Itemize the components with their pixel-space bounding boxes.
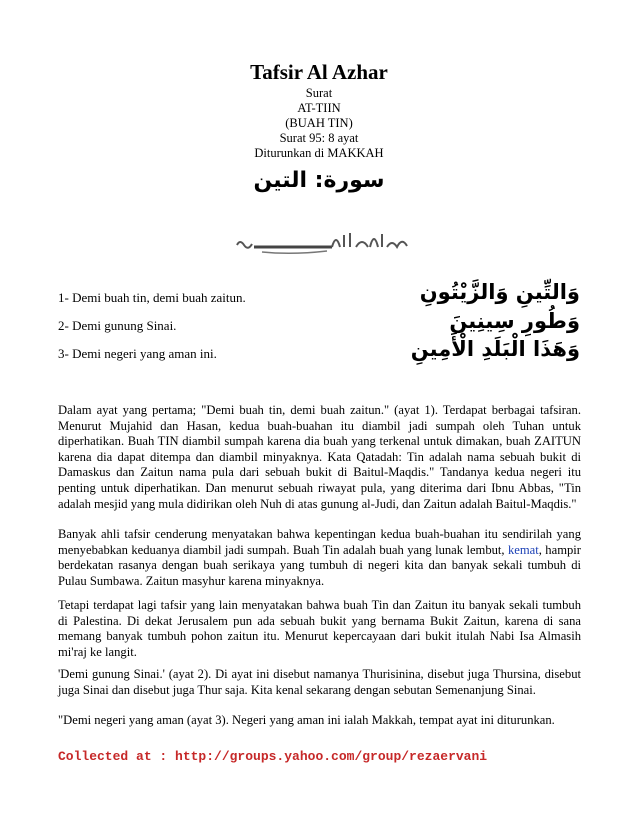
surat-meaning: (BUAH TIN) <box>285 116 353 130</box>
paragraph-4: 'Demi gunung Sinai.' (ayat 2). Di ayat ini disebut namanya Thurisinina, disebut juga Thursina, disebut juga Sinai dan disebut juga Thur saja. Kita kenal sekarang dengan sebutan Semenanjung Sinai. <box>58 667 581 697</box>
ayah-1-arabic: وَالتِّينِ وَالزَّيْتُونِ <box>419 280 580 304</box>
footer-source-link[interactable]: Collected at : http://groups.yahoo.com/group/rezaervani <box>58 749 488 764</box>
surah-name-arabic: سورة: التين <box>253 168 385 193</box>
ayah-2-arabic: وَطُورِ سِينِينَ <box>449 309 580 333</box>
ayah-2-translation: 2- Demi gunung Sinai. <box>58 318 177 333</box>
paragraph-2 <box>58 527 581 589</box>
basmala-calligraphy <box>232 227 412 262</box>
ayah-3-translation: 3- Demi negeri yang aman ini. <box>58 346 217 361</box>
paragraph-1: Dalam ayat yang pertama; "Demi buah tin, demi buah zaitun." (ayat 1). Terdapat berbagai tafsiran. Menurut Mujahid dan Hasan, kedua buah-buahan itu diambil jadi sumpah oleh Tuhan untuk diperhatikan. Buah TIN diambil sumpah karena dia buah yang terkenal untuk dimakan, buah ZAITUN karena dia dapat ditempa dan diambil minyaknya. Kata Qatadah: Tin adalah nama sebuah bukit di Damaskus dan Zaitun nama pula dari sebuah bukit di Baitul-Maqdis." Tandanya kedua negeri itu penting untuk diperhatikan. Dan menurut sebuah riwayat pula, yang diterima dari Ibnu Abbas, "Tin adalah mesjid yang mula didirikan oleh Nuh di atas gunung al-Judi, dan Zaitun adalah Baitul-Maqdis." <box>58 403 581 511</box>
document-title: Tafsir Al Azhar <box>250 60 388 84</box>
paragraph-5: "Demi negeri yang aman (ayat 3). Negeri yang aman ini ialah Makkah, tempat ayat ini diturunkan. <box>58 713 555 727</box>
surat-info: Surat 95: 8 ayat <box>279 131 359 145</box>
paragraph-2-text-end: , hampir berdekatan rasanya dengan buah serikaya yang tumbuh di negeri kita dan banyak sekali tumbuh di Pulau Sumbawa. Zaitun masyhur karena minyaknya. <box>58 542 581 588</box>
surat-label: Surat <box>305 86 333 100</box>
revelation-place: Diturunkan di MAKKAH <box>254 146 384 160</box>
paragraph-3: Tetapi terdapat lagi tafsir yang lain menyatakan bahwa buah Tin dan Zaitun itu banyak sekali tumbuh di Palestina. Di dekat Jerusalem pun ada sebuah bukit yang bernama Bukit Zaitun, karena di sana memang banyak tumbuh pohon zaitun itu. Menurut kepercayaan dari bukit itulah Nabi Isa Almasih mi'raj ke langit. <box>58 598 581 659</box>
surat-name: AT-TIIN <box>297 101 341 115</box>
kemat-link[interactable]: kemat <box>507 542 539 557</box>
paragraph-2-text-start: Banyak ahli tafsir cenderung menyatakan bahwa kepentingan kedua buah-buahan itu sendirilah yang menyebabkan keduanya diambil jadi sumpah. Buah Tin adalah buah yang lunak lembut, <box>58 527 581 557</box>
ayah-3-arabic: وَهَذَا الْبَلَدِ الْأَمِينِ <box>410 337 580 361</box>
ayah-1-translation: 1- Demi buah tin, demi buah zaitun. <box>58 290 246 305</box>
